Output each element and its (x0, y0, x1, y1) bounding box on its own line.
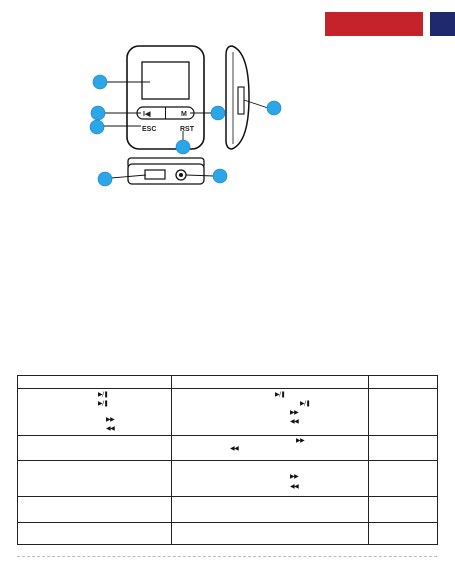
table-row (18, 461, 438, 497)
callout-marker (91, 106, 105, 120)
play-pause-icon: ▶/❚ (275, 391, 286, 398)
table-header-row (18, 376, 438, 389)
rewind-icon: ◀◀ (106, 425, 115, 432)
callout-marker (213, 169, 227, 183)
player-side-view (226, 46, 249, 149)
rewind-icon: ◀◀ (230, 445, 239, 452)
rewind-icon: ◀◀ (290, 483, 299, 490)
table-row (18, 389, 438, 436)
callout-marker (90, 120, 104, 134)
table-row (18, 436, 438, 461)
play-pause-icon: ▶/❚ (98, 400, 109, 407)
prev-button-label: I◀ (143, 111, 151, 118)
page-bottom-rule (17, 556, 437, 557)
side-slider (238, 87, 244, 114)
player-front-view (127, 46, 204, 149)
callout-marker (93, 75, 107, 89)
forward-icon: ▶▶ (290, 409, 299, 416)
player-bottom-view (128, 158, 204, 184)
controls-table (17, 375, 438, 545)
table-row (18, 523, 438, 545)
forward-icon: ▶▶ (296, 437, 305, 444)
rewind-icon: ◀◀ (290, 418, 299, 425)
callout-marker (176, 140, 190, 154)
callout-marker (267, 101, 281, 115)
table-row (18, 497, 438, 523)
play-pause-icon: ▶/❚ (98, 391, 109, 398)
device-illustration (0, 0, 455, 200)
callout-marker (98, 172, 112, 186)
play-pause-icon: ▶/❚ (300, 400, 311, 407)
callout-marker (211, 106, 225, 120)
forward-icon: ▶▶ (106, 416, 115, 423)
usb-port (145, 170, 165, 179)
rst-label: RST (180, 126, 194, 133)
menu-button-label: M (181, 111, 187, 118)
screen (142, 62, 189, 99)
esc-label: ESC (142, 126, 157, 133)
forward-icon: ▶▶ (290, 473, 299, 480)
